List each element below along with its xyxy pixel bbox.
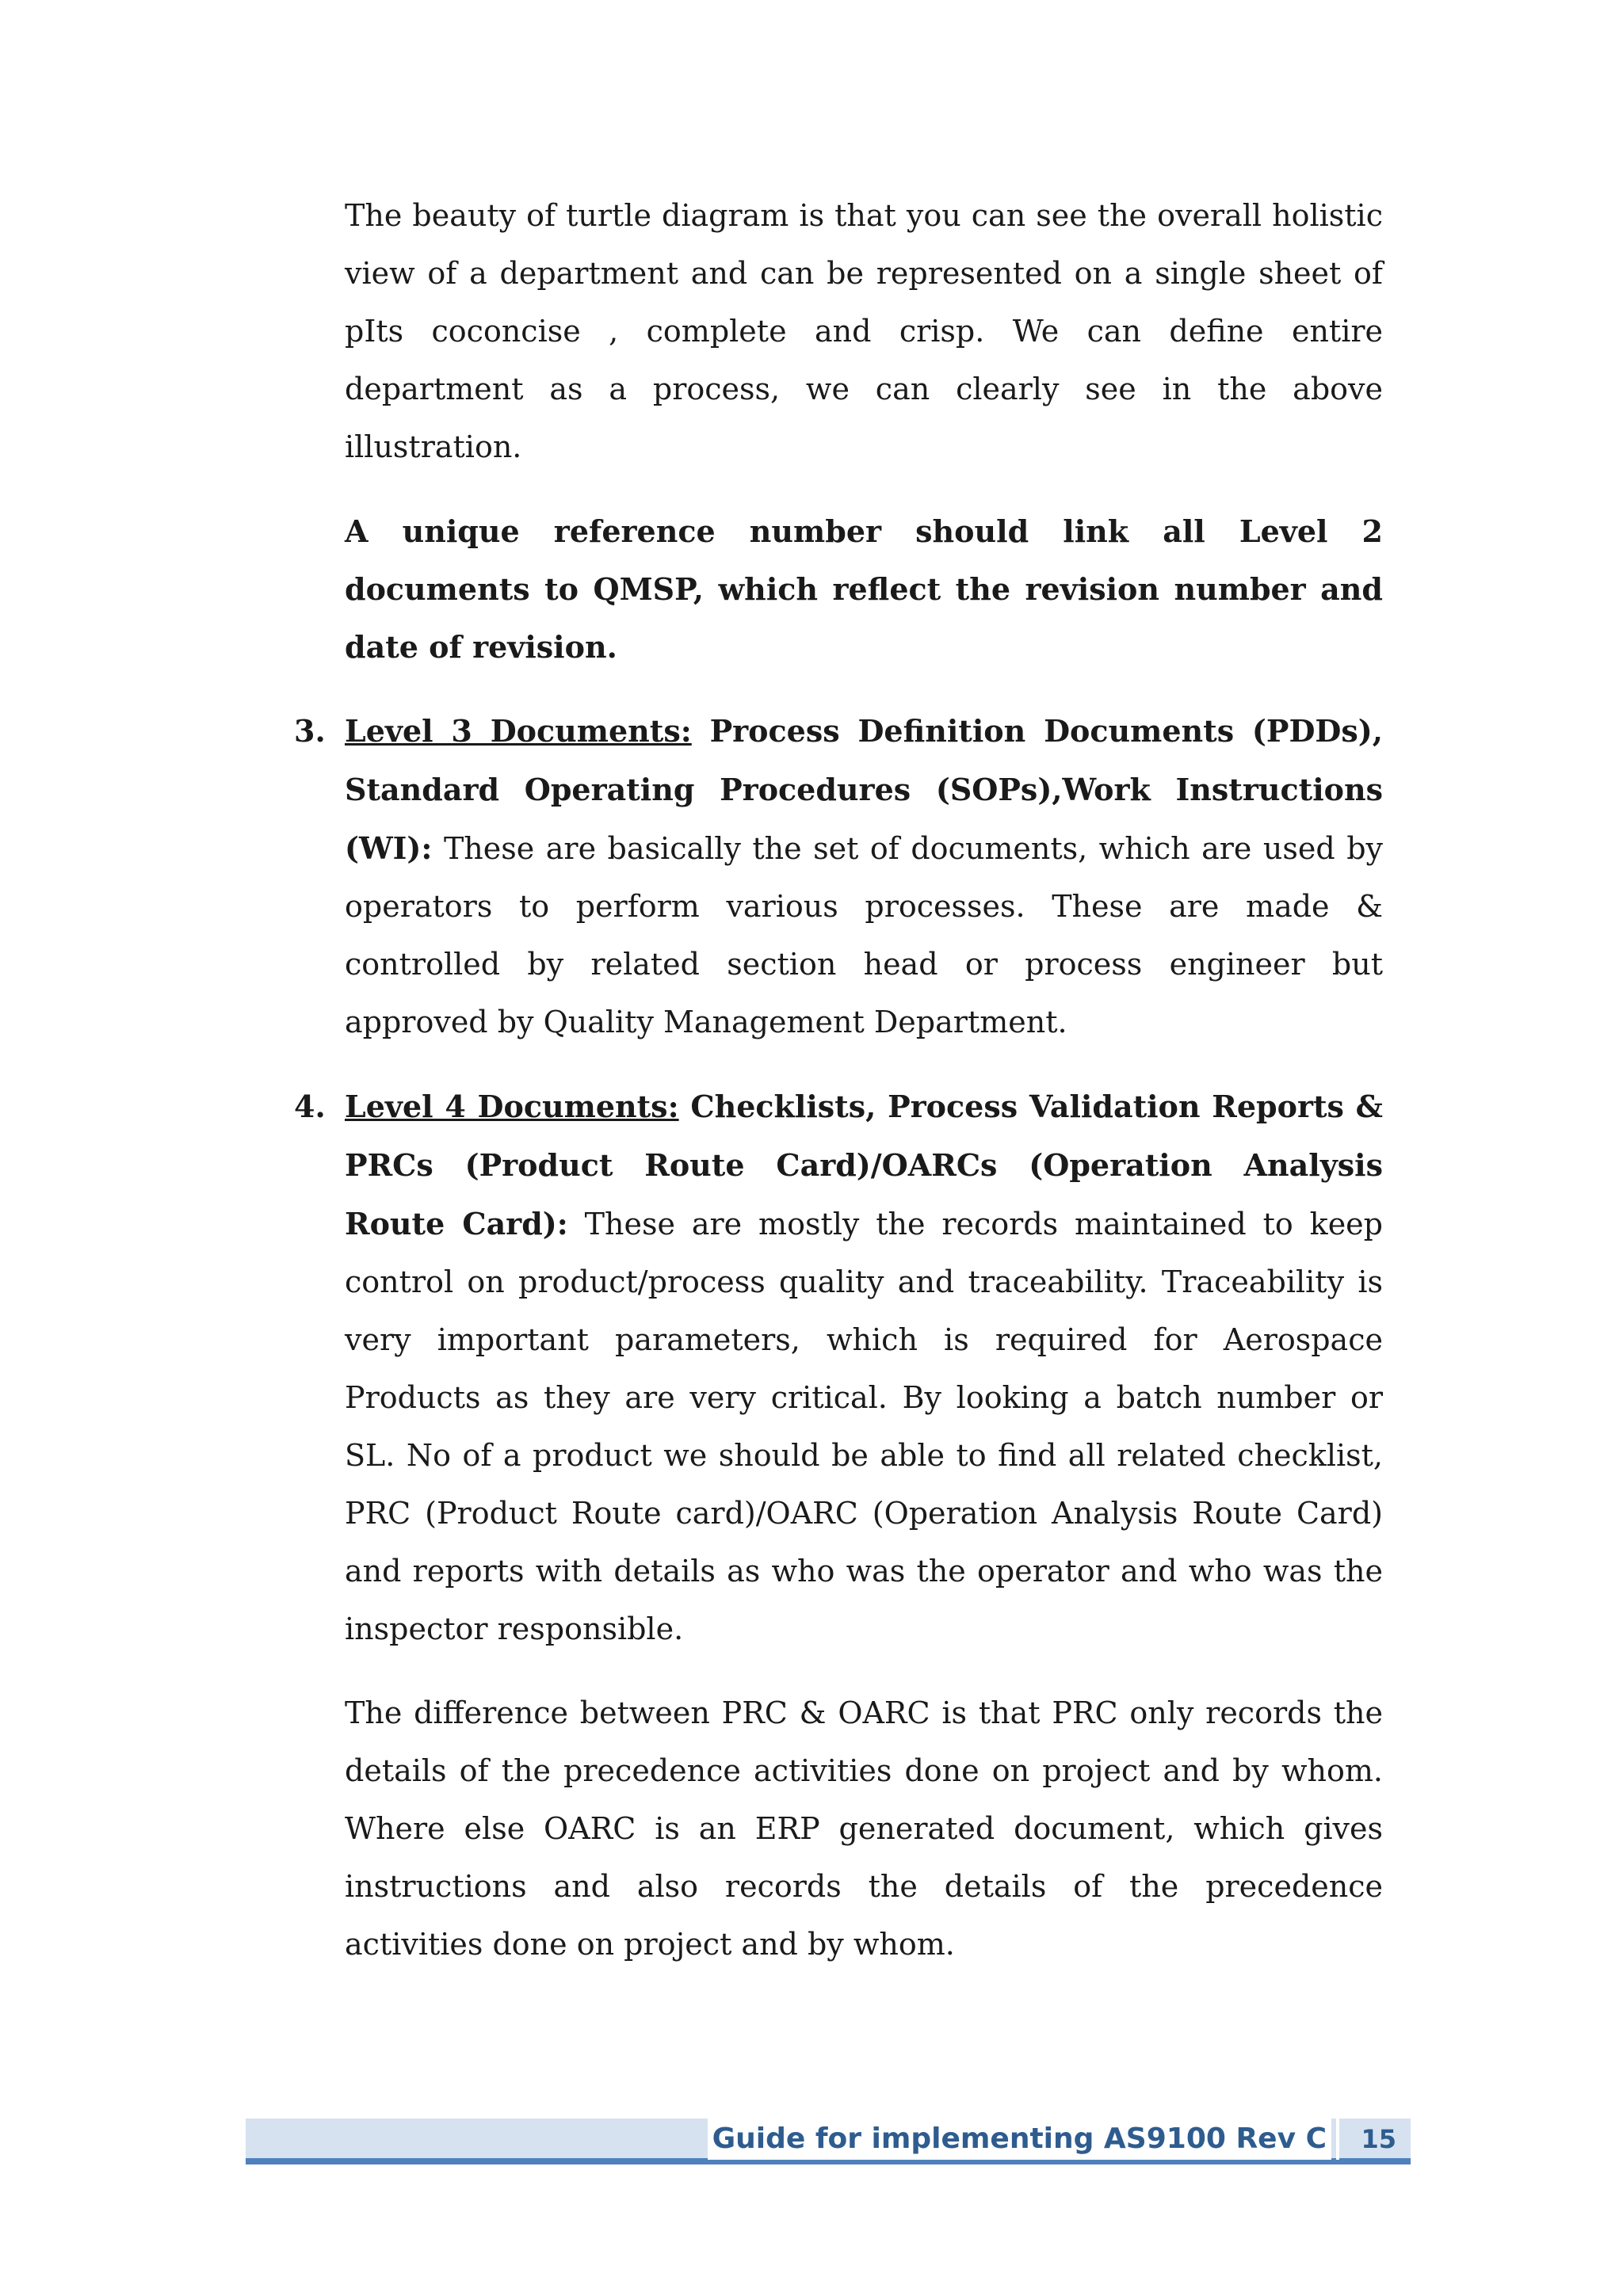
list-item-description: These are basically the set of documents, which are used by operators to perform various processes. These are made & controlled by related section head or process engineer but approved by Quality Management Department.: [345, 831, 1383, 1039]
list-item-level-3: [294, 702, 1383, 1051]
list-item-number: 4.: [294, 1089, 326, 1124]
list-item-heading: Level 3 Documents:: [345, 713, 692, 749]
list-item-text: [345, 1077, 1383, 1658]
page-footer: [246, 2119, 1411, 2164]
paragraph-turtle-diagram: The beauty of turtle diagram is that you can see the overall holistic view of a department and can be represented on a single sheet of pIts coconcise , complete and crisp. We can define entire department as a process, we can clearly see in the above illustration.: [345, 198, 1383, 464]
list-item-bold-title: Process Definition Documents (PDDs), Standard Operating Procedures (SOPs),Work Instructions (WI):: [345, 713, 1383, 866]
list-item-level-4: [294, 1077, 1383, 1658]
footer-title: Guide for implementing AS9100 Rev C: [708, 2119, 1331, 2160]
list-item-number: 3.: [294, 713, 326, 749]
footer-divider: [1336, 2119, 1339, 2160]
list-item-description: These are mostly the records maintained to keep control on product/process quality and traceability. Traceability is very important parameters, which is required for Aerospace Products as they are very critical. By looking a batch number or SL. No of a product we should be able to find all related checklist, PRC (Product Route card)/OARC (Operation Analysis Route Card) and reports with details as who was the operator and who was the inspector responsible.: [345, 1207, 1383, 1646]
paragraph-prc-oarc-difference: The difference between PRC & OARC is that PRC only records the details of the precedence activities done on project and by whom. Where else OARC is an ERP generated document, which gives instructions and also records the details of the precedence activities done on project and by whom.: [345, 1695, 1383, 1962]
list-item-text: [345, 702, 1383, 1051]
page-number: 15: [1361, 2124, 1396, 2154]
paragraph-reference-number: A unique reference number should link all Level 2 documents to QMSP, which reflect the revision number and date of revision.: [345, 513, 1383, 665]
document-body: [294, 187, 1383, 2000]
list-item-bold-title: Checklists, Process Validation Reports & PRCs (Product Route Card)/OARCs (Operation Analysis Route Card):: [345, 1089, 1383, 1241]
list-item-heading: Level 4 Documents:: [345, 1089, 679, 1124]
